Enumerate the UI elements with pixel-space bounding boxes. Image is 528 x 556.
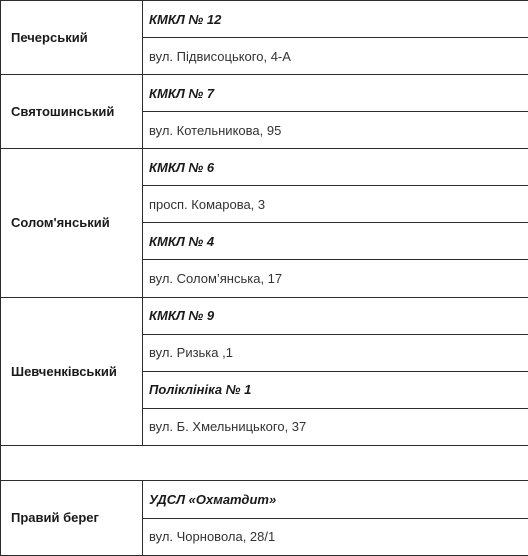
facility-name: КМКЛ № 7 <box>143 75 528 112</box>
district-cell: Шевченківський <box>1 297 143 445</box>
table-row <box>1 480 528 518</box>
table-row <box>1 75 528 112</box>
district-cell: Святошинський <box>1 75 143 149</box>
district-cell: Правий берег <box>1 480 143 555</box>
facility-address: вул. Чорновола, 28/1 <box>143 518 528 555</box>
facility-address: вул. Підвисоцького, 4-А <box>143 38 528 75</box>
facility-address: просп. Комарова, 3 <box>143 186 528 223</box>
facility-name: УДСЛ «Охматдит» <box>143 480 528 518</box>
facility-name: Поліклініка № 1 <box>143 371 528 408</box>
district-cell: Печерський <box>1 1 143 75</box>
facility-name: КМКЛ № 9 <box>143 297 528 334</box>
table-row <box>1 149 528 186</box>
facility-address: вул. Солом’янська, 17 <box>143 260 528 297</box>
facility-address: вул. Ризька ,1 <box>143 334 528 371</box>
empty-cell <box>1 445 143 480</box>
facility-name: КМКЛ № 12 <box>143 1 528 38</box>
district-cell: Солом'янський <box>1 149 143 297</box>
empty-row <box>1 445 528 480</box>
facility-name: КМКЛ № 4 <box>143 223 528 260</box>
facility-address: вул. Котельникова, 95 <box>143 112 528 149</box>
facility-name: КМКЛ № 6 <box>143 149 528 186</box>
facility-address: вул. Б. Хмельницького, 37 <box>143 408 528 445</box>
empty-cell <box>143 445 528 480</box>
table-row <box>1 1 528 38</box>
table-row <box>1 297 528 334</box>
